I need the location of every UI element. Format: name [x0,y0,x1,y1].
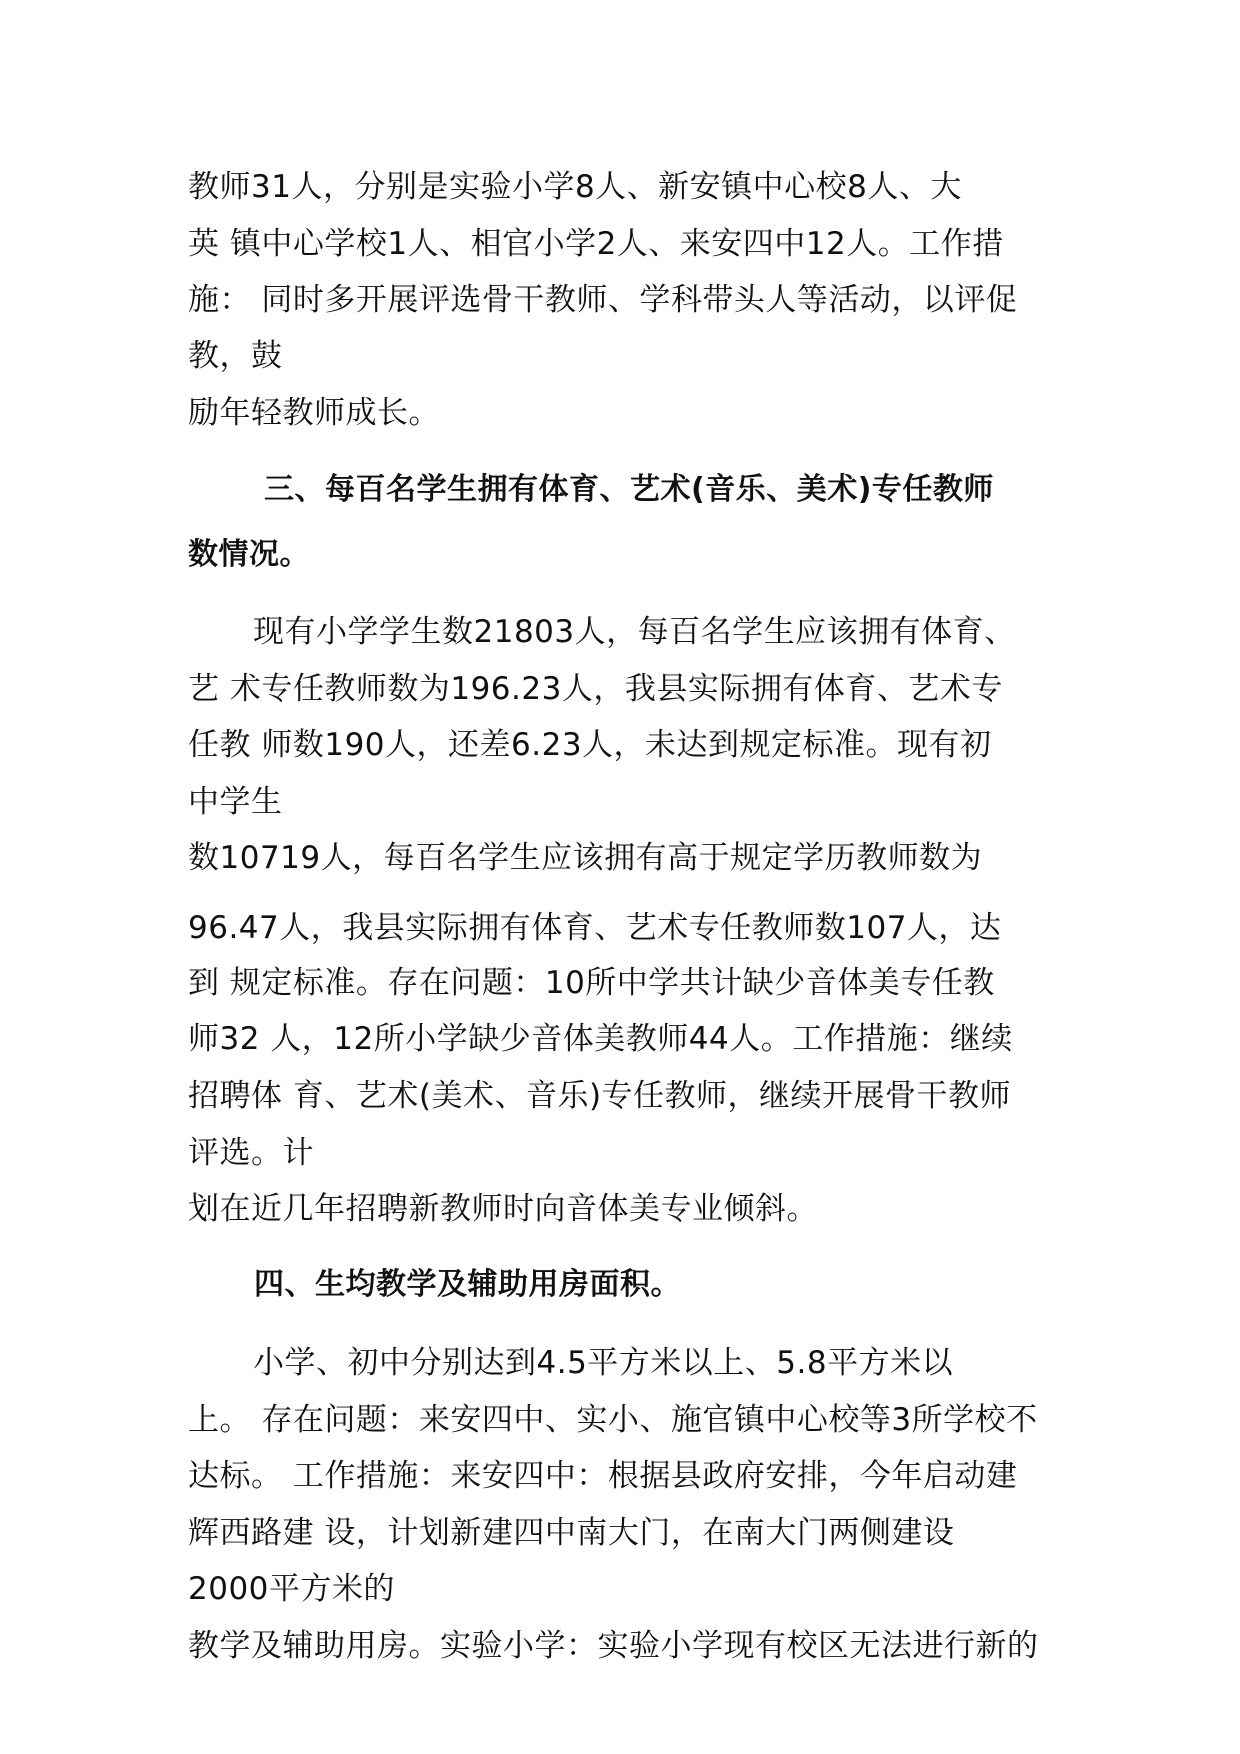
text-line: 达标。 工作措施：来安四中：根据县政府安排，今年启动建 [188,1458,1018,1494]
text-line: 划在近几年招聘新教师时向音体美专业倾斜。 [188,1191,818,1227]
text-line: 英 镇中心学校1人、相官小学2人、来安四中12人。工作措 [188,226,1004,262]
text-line: 现有小学学生数21803人，每百名学生应该拥有体育、 [253,614,1016,650]
text-line: 小学、初中分别达到4.5平方米以上、5.8平方米以 [253,1345,954,1381]
text-line: 励年轻教师成长。 [188,395,440,431]
text-line: 到 规定标准。存在问题：10所中学共计缺少音体美专任教 [188,965,995,1001]
text-line: 上。 存在问题：来安四中、实小、施官镇中心校等3所学校不 [188,1402,1038,1438]
text-line: 施： 同时多开展评选骨干教师、学科带头人等活动，以评促 [188,282,1018,318]
text-line: 艺 术专任教师数为196.23人，我县实际拥有体育、艺术专 [188,671,1003,707]
text-line: 教，鼓 [188,338,283,374]
text-line: 招聘体 育、艺术(美术、音乐)专任教师，继续开展骨干教师 [188,1078,1012,1114]
text-line: 96.47人，我县实际拥有体育、艺术专任教师数107人，达 [188,910,1002,946]
text-line: 数10719人，每百名学生应该拥有高于规定学历教师数为 [188,840,983,876]
text-line: 任教 师数190人，还差6.23人，未达到规定标准。现有初 [188,727,992,763]
text-line: 辉西路建 设，计划新建四中南大门，在南大门两侧建设 [188,1515,955,1551]
text-line: 教学及辅助用房。实验小学：实验小学现有校区无法进行新的 [188,1628,1039,1664]
section-heading: 四、生均教学及辅助用房面积。 [254,1267,681,1302]
text-line: 教师31人，分别是实验小学8人、新安镇中心校8人、大 [188,169,962,205]
section-heading: 三、每百名学生拥有体育、艺术(音乐、美术)专任教师 [264,472,994,507]
text-line: 2000平方米的 [188,1571,395,1607]
text-line: 师32 人，12所小学缺少音体美教师44人。工作措施：继续 [188,1021,1013,1057]
text-line: 中学生 [188,784,283,820]
section-heading-continuation: 数情况。 [188,537,310,572]
text-line: 评选。计 [188,1135,314,1171]
